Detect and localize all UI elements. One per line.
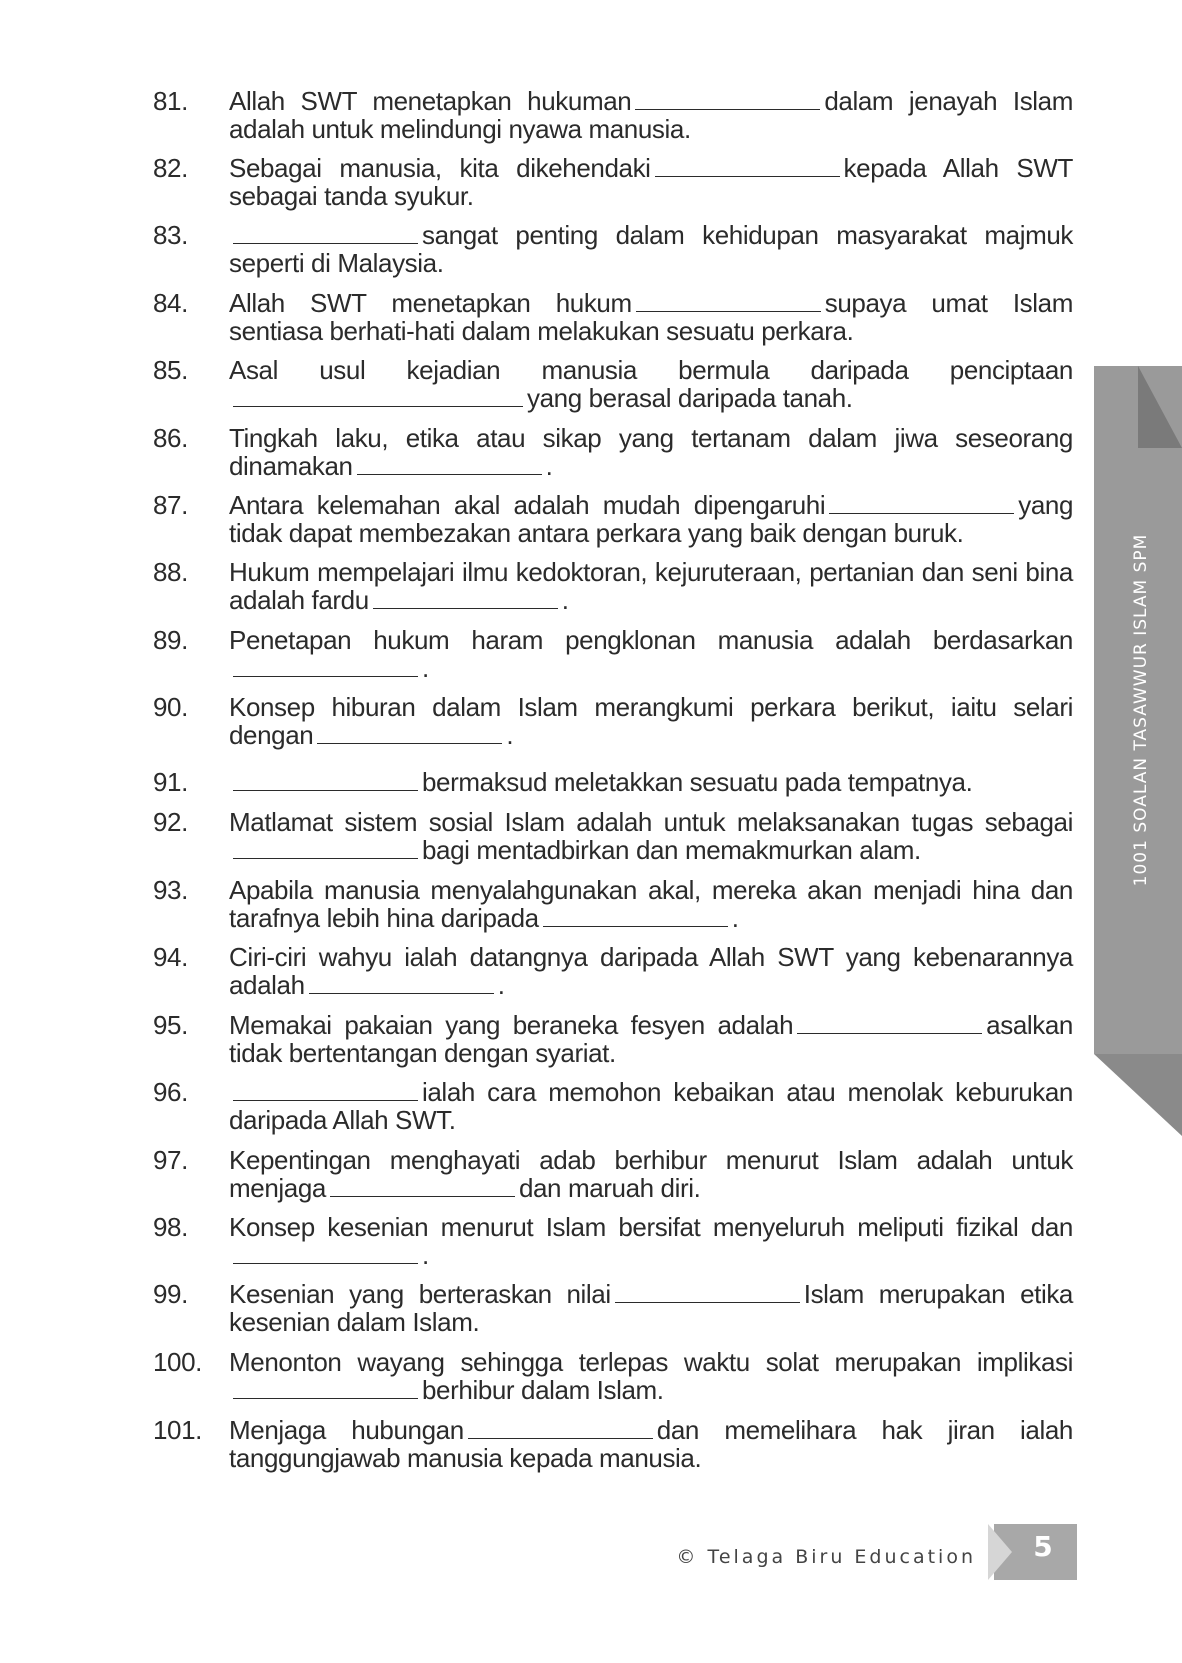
answer-blank[interactable] [233,772,418,791]
question-text: dalam jenayah Islam adalah untuk melindungi nyawa manusia. [229,86,1073,144]
question-item [153,87,1073,143]
question-text: bermaksud meletakkan sesuatu pada tempatnya. [422,767,973,797]
question-text: Ciri-ciri wahyu ialah datangnya daripada Allah SWT yang kebenarannya adalah [229,942,1073,1000]
question-text: ialah cara memohon kebaikan atau menolak keburukan daripada Allah SWT. [229,1077,1073,1135]
question-text: dan memelihara hak jiran ialah tanggungjawab manusia kepada manusia. [229,1415,1073,1473]
question-text: . [731,903,739,933]
question-number: 88. [153,557,188,587]
question-item [153,808,1073,864]
question-number: 86. [153,423,188,453]
question-text: yang tidak dapat membezakan antara perkara yang baik dengan buruk. [229,490,1073,548]
question-text: sangat penting dalam kehidupan masyarakat majmuk seperti di Malaysia. [229,220,1073,278]
answer-blank[interactable] [233,225,418,244]
question-number: 96. [153,1077,188,1107]
question-item [153,424,1073,480]
question-item [153,693,1073,749]
side-tab-fold [1094,1054,1182,1136]
question-item [153,943,1073,999]
answer-blank[interactable] [233,658,418,677]
page-number: 5 [1033,1530,1053,1563]
answer-blank[interactable] [309,975,494,994]
question-text: . [545,451,553,481]
question-text: Menjaga hubungan [229,1415,464,1445]
answer-blank[interactable] [543,908,728,927]
question-number: 82. [153,153,188,183]
question-text: Allah SWT menetapkan hukum [229,288,632,318]
answer-blank[interactable] [233,1380,418,1399]
question-text: Memakai pakaian yang beraneka fesyen adalah [229,1010,794,1040]
answer-blank[interactable] [655,158,840,177]
question-item [153,558,1073,614]
answer-blank[interactable] [635,91,820,110]
question-number: 100. [153,1347,203,1377]
question-text: . [561,585,569,615]
question-text: berhibur dalam Islam. [422,1375,664,1405]
question-text: Hukum mempelajari ilmu kedoktoran, kejuruteraan, pertanian dan seni bina adalah fardu [229,557,1073,615]
answer-blank[interactable] [468,1420,653,1439]
question-number: 90. [153,692,188,722]
question-text: . [497,970,505,1000]
question-text: Islam merupakan etika kesenian dalam Islam. [229,1279,1073,1337]
question-text: Matlamat sistem sosial Islam adalah untuk melaksanakan tugas sebagai [229,807,1073,837]
question-number: 84. [153,288,188,318]
question-item [153,491,1073,547]
question-text: Allah SWT menetapkan hukuman [229,86,632,116]
question-number: 97. [153,1145,188,1175]
question-text: Kepentingan menghayati adab berhibur menurut Islam adalah untuk menjaga [229,1145,1073,1203]
question-item [153,626,1073,682]
answer-blank[interactable] [233,388,523,407]
question-text: yang berasal daripada tanah. [527,383,853,413]
question-number: 92. [153,807,188,837]
question-number: 83. [153,220,188,250]
question-text: Apabila manusia menyalahgunakan akal, mereka akan menjadi hina dan tarafnya lebih hina daripada [229,875,1073,933]
copyright-text: © Telaga Biru Education [676,1546,976,1568]
answer-blank[interactable] [233,1245,418,1264]
answer-blank[interactable] [317,725,502,744]
answer-blank[interactable] [797,1015,982,1034]
question-text: supaya umat Islam sentiasa berhati-hati dalam melakukan sesuatu perkara. [229,288,1073,346]
question-text: dan maruah diri. [518,1173,701,1203]
answer-blank[interactable] [233,1082,418,1101]
question-text: Antara kelemahan akal adalah mudah dipengaruhi [229,490,826,520]
question-text: bagi mentadbirkan dan memakmurkan alam. [422,835,921,865]
question-text: Sebagai manusia, kita dikehendaki [229,153,651,183]
question-number: 81. [153,86,188,116]
question-item [153,1280,1073,1336]
question-text: Tingkah laku, etika atau sikap yang tertanam dalam jiwa seseorang dinamakan [229,423,1073,481]
question-text: . [506,720,514,750]
question-number: 85. [153,355,188,385]
question-item [153,1011,1073,1067]
question-text: Menonton wayang sehingga terlepas waktu solat merupakan implikasi [229,1347,1073,1377]
question-item [153,221,1073,277]
question-number: 87. [153,490,188,520]
question-item [153,289,1073,345]
question-text: . [422,653,429,683]
question-item [153,154,1073,210]
question-item [153,1146,1073,1202]
question-text: Asal usul kejadian manusia bermula daripada penciptaan [229,355,1073,385]
question-number: 101. [153,1415,203,1445]
question-text: . [422,1240,429,1270]
answer-blank[interactable] [615,1284,800,1303]
question-number: 93. [153,875,188,905]
question-item [153,1416,1073,1472]
question-text: Konsep kesenian menurut Islam bersifat menyeluruh meliputi fizikal dan [229,1212,1073,1242]
question-number: 94. [153,942,188,972]
question-item [153,1078,1073,1134]
question-item [153,1348,1073,1404]
question-item [153,356,1073,412]
question-number: 99. [153,1279,188,1309]
question-text: asalkan tidak bertentangan dengan syariat. [229,1010,1073,1068]
question-number: 91. [153,767,188,797]
question-text: Kesenian yang berteraskan nilai [229,1279,611,1309]
question-item [153,1213,1073,1269]
question-number: 95. [153,1010,188,1040]
answer-blank[interactable] [357,456,542,475]
answer-blank[interactable] [636,293,821,312]
question-text: kepada Allah SWT sebagai tanda syukur. [229,153,1073,211]
question-item [153,768,1073,796]
question-text: Konsep hiburan dalam Islam merangkumi perkara berikut, iaitu selari dengan [229,692,1073,750]
answer-blank[interactable] [829,495,1014,514]
side-tab-label: 1001 SOALAN TASAWWUR ISLAM SPM [1131,533,1151,887]
question-text: Penetapan hukum haram pengklonan manusia adalah berdasarkan [229,625,1073,655]
question-item [153,876,1073,932]
answer-blank[interactable] [373,590,558,609]
question-number: 98. [153,1212,188,1242]
answer-blank[interactable] [330,1178,515,1197]
answer-blank[interactable] [233,840,418,859]
question-number: 89. [153,625,188,655]
